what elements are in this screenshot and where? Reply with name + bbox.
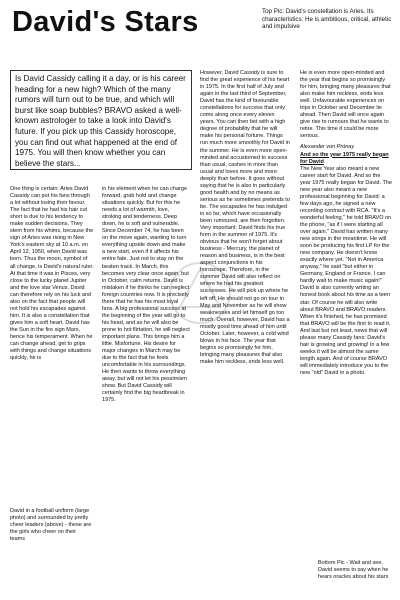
bottom-right-caption: Bottom Pic - Wait and see, David seems to say when he hears oracles about his stars xyxy=(318,560,389,581)
article-title: David's Stars xyxy=(12,6,199,38)
column-4-text: He is even more open-minded and the year that begins so promisingly for him, bringing many pleasures that also make him reckless, ends less well. Unfavourable experiences on trips in October and December lie ahead. Then David will once again give rise to rumours that he wants to retire. This time it could be more serious. xyxy=(300,70,391,140)
top-photo-caption: Top Pic: David's constellation is Aries. Its characteristics: He is ambitious, critical, athletic and impulsive xyxy=(262,8,392,31)
column-4-text-continued: The New Year also meant a new career start for David. And so the year 1975 really began for David. The new year also meant a new professional beginning for David: a few days ago, he signed a new recording contract with RCA. "It's a wonderful feeling," he told BRAVO on the phone, "as if I were starting all over again." David has written many new songs in the meantime. He will soon be producing his first LP for the new company. He doesn't know exactly where yet. "Not in America anyway," he said "but either in Germany, England or France. I can hardly wait to make music again!" David is also currently writing an honest book about his time as a teen star. Of course he will also write about BRAVO and BRAVO readers. When it's finished, he has promised that BRAVO will be the first to read it. And last but not least, news that will please many Cassidy fans: David's hair is growing and growing! In a few weeks it will be almost the same length again. And of course BRAVO will immediately introduce you to the new "old" David in a photo. xyxy=(300,165,392,376)
article-column-1 xyxy=(10,186,94,496)
column-3-text: However, David Cassidy is sure to find the great experience of his heart in 1975. In the first half of July and again in the last third of September, David has the kind of favourable constellations for success that only come along once every eleven years. You can then bet with a high degree of probability that he will make his personal fortune. Things run much more smoothly for David in the summer. He is even more open-minded and accustomed to success than usual, cashes in more than usual and loves more and more deeply than before. It goes without saying that he is also in particularly good health and by no means as serious as he sometimes pretends to be. The escapades he has indulged in so far, which have occasionally been rumoured, are then forgotten. Very important: David finds his true form in the summer of 1975. It's obvious that he won't forget about business - Mercury, the planet of reason and business, is in the best aspect conjunctions in his horoscope. Therefore, in the summer David will also reflect on where he had his greatest successes. He will pick up where he left off. He should not go on tour in May and November as he will show weaknesses and let himself go too much. Overall, however, David has a mostly good time ahead of him until October. Later, however, a cold wind blows in his face. The year that begins so promisingly for him, bringing many pleasures that also make him reckless, ends less well. xyxy=(200,70,290,365)
article-column-4 xyxy=(300,70,392,570)
standfirst-box: Is David Cassidy calling it a day, or is his career heading for a new high? Which of the many rumors will turn out to be true, and which will burst like soap bubbles? BRAVO asked a well-known astrologer to take a look into David's future. If you pick up this Cassidy horoscope, you can find out what happened at the end of 1975. You will then know whether you can believe the stars... xyxy=(10,70,192,170)
article-column-3 xyxy=(200,70,290,570)
article-column-2 xyxy=(102,186,190,494)
subheading: And so the year 1975 really began for David xyxy=(300,151,389,165)
column-1-text: One thing is certain: Aries David Cassidy can put his fans through a lot without losing their favour. The fact that he had his hair cut short is due to his tendency to make sudden decisions. They stem from his whims, because the sign of Aries was rising in New York's eastern sky at 10 a.m. on April 12, 1950, when David was born. Thus the moon, symbol of all change, is David's natural ruler. At that time it was in Pisces, very close to the lucky planet Jupiter and the love star Venus. David can therefore rely on his luck and also on the fact that people will not hold his escapades against him. It is also a constellation that gives him a soft heart. David has the Sun in the fire sign Mars, hence his temperament. When he can change ahead, get to grips with things and change situations quickly, he is xyxy=(10,186,94,362)
bottom-left-caption: David in a football uniform (large photo) and surrounded by pretty cheer leaders (above) - these are the girls who cheer on their teams xyxy=(10,508,92,543)
column-2-text: in his element when he can charge forward, grab hold and change situations quickly. But for this he needs a lot of warmth, love, stroking and tenderness. Deep down, he is soft and vulnerable. Since December 74, he has been on the move again, wanting to turn everything upside down and make a new start, even if it affects his entire fate. Just not to stay on the beaten track. In March, this becomes very clear once again, but in October, calm returns. David is mistaken if he thinks he can neglect foreign countries now. It is precisely there that he has his most loyal fans. A big professional success at the beginning of the year will go to his head, and as he will also be prone to hot flirtation, he will neglect important plans. This brings him a little. Misfortune. His desire for major changes in March may be due to the fact that he feels uncomfortable in his surroundings. He then wants to throw everything away, but will not let his pessimism show. But David Cassidy will certainly find the big heartbreak in 1975. xyxy=(102,186,190,404)
author-signature: Alexander von Prónay xyxy=(300,144,355,151)
